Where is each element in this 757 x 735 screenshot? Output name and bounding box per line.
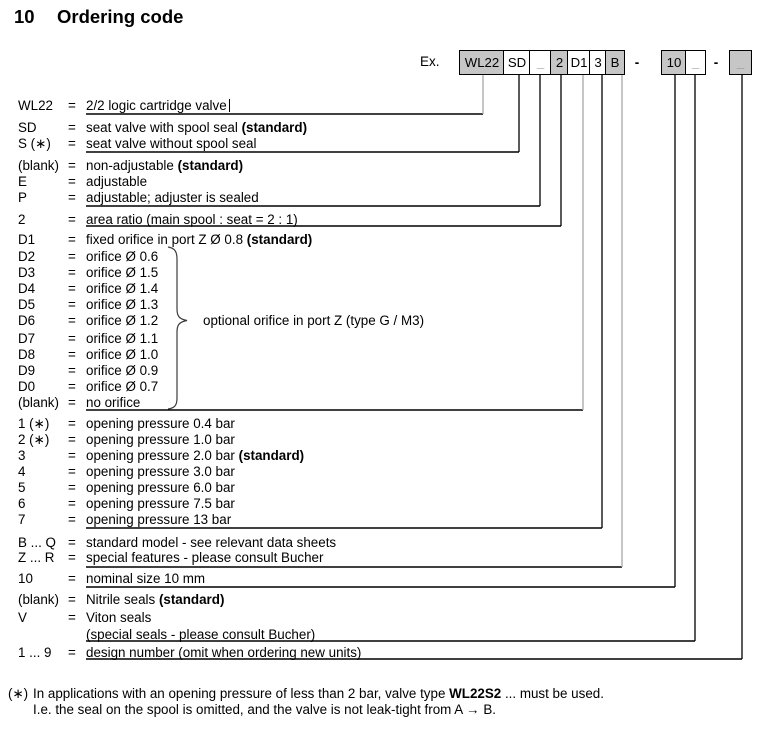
code-box-sd: SD — [503, 50, 531, 75]
example-label: Ex. — [420, 54, 440, 69]
equals-sign: = — [68, 416, 76, 431]
equals-sign: = — [68, 363, 76, 378]
row-code: D0 — [18, 379, 36, 394]
standard-flag: (standard) — [158, 592, 225, 607]
equals-sign: = — [68, 379, 76, 394]
row-description: special features - please consult Bucher — [86, 550, 324, 565]
equals-sign: = — [68, 645, 76, 660]
row-description: opening pressure 3.0 bar — [86, 464, 235, 479]
code-box-wl22: WL22 — [459, 50, 505, 75]
equals-sign: = — [68, 190, 76, 205]
row-code: D4 — [18, 281, 36, 296]
row-code: D2 — [18, 249, 36, 264]
orifice-group-brace — [168, 247, 187, 409]
section-title: Ordering code — [57, 6, 184, 27]
row-code: D9 — [18, 363, 36, 378]
row-description: adjustable — [86, 174, 148, 189]
row-code: E — [18, 174, 27, 189]
equals-sign: = — [68, 571, 76, 586]
footnote-line-2: I.e. the seal on the spool is omitted, and the valve is not leak-tight from A → B. — [33, 702, 496, 717]
equals-sign: = — [68, 313, 76, 328]
equals-sign: = — [68, 550, 76, 565]
code-box-blank: _ — [529, 50, 552, 75]
row-code: D3 — [18, 265, 36, 280]
code-box-10: 10 — [661, 50, 687, 75]
row-code: 1 (∗) — [18, 416, 50, 431]
row-description: Viton seals — [86, 610, 152, 625]
row-code: 3 — [18, 448, 26, 463]
orifice-brace-label: optional orifice in port Z (type G / M3) — [203, 313, 425, 328]
standard-flag: (standard) — [238, 448, 305, 463]
equals-sign: = — [68, 464, 76, 479]
section-number: 10 — [14, 6, 35, 27]
row-description: orifice Ø 1.0 — [86, 347, 159, 362]
equals-sign: = — [68, 265, 76, 280]
row-code: (blank) — [18, 395, 59, 410]
footnote-text — [33, 686, 733, 718]
equals-sign: = — [68, 232, 76, 247]
equals-sign: = — [68, 331, 76, 346]
row-code: P — [18, 190, 27, 205]
row-description: orifice Ø 1.1 — [86, 331, 159, 346]
row-description: opening pressure 6.0 bar — [86, 480, 235, 495]
row-code: (blank) — [18, 158, 59, 173]
row-description: opening pressure 0.4 bar — [86, 416, 235, 431]
row-description: 2/2 logic cartridge valve — [86, 98, 230, 113]
row-description: nominal size 10 mm — [86, 571, 206, 586]
row-code: 4 — [18, 464, 26, 479]
footnote-line-1: In applications with an opening pressure of less than 2 bar, valve type WL22S2 ... must be used. — [33, 686, 604, 701]
row-description: (special seals - please consult Bucher) — [86, 627, 316, 642]
equals-sign: = — [68, 480, 76, 495]
equals-sign: = — [68, 281, 76, 296]
row-description: opening pressure 7.5 bar — [86, 496, 235, 511]
row-description: design number (omit when ordering new units) — [86, 645, 362, 660]
row-description: Nitrile seals (standard) — [86, 592, 225, 607]
row-code: V — [18, 610, 27, 625]
row-description: adjustable; adjuster is sealed — [86, 190, 259, 205]
row-code: 6 — [18, 496, 26, 511]
row-description: orifice Ø 1.3 — [86, 297, 159, 312]
equals-sign: = — [68, 347, 76, 362]
row-description: orifice Ø 1.5 — [86, 265, 159, 280]
equals-sign: = — [68, 136, 76, 151]
code-box-blank: _ — [685, 50, 706, 75]
equals-sign: = — [68, 496, 76, 511]
row-description: opening pressure 13 bar — [86, 512, 232, 527]
standard-flag: (standard) — [177, 158, 244, 173]
equals-sign: = — [68, 120, 76, 135]
row-code: 1 ... 9 — [18, 645, 52, 660]
row-code: WL22 — [18, 98, 53, 113]
code-box-b: B — [605, 50, 625, 75]
code-box-3: 3 — [589, 50, 607, 75]
row-code: SD — [18, 120, 37, 135]
row-code: 10 — [18, 571, 33, 586]
row-description: fixed orifice in port Z Ø 0.8 (standard) — [86, 232, 313, 247]
row-description: orifice Ø 0.6 — [86, 249, 159, 264]
row-code: (blank) — [18, 592, 59, 607]
equals-sign: = — [68, 512, 76, 527]
row-code: D6 — [18, 313, 36, 328]
row-description: seat valve with spool seal (standard) — [86, 120, 308, 135]
equals-sign: = — [68, 174, 76, 189]
row-code: D5 — [18, 297, 36, 312]
row-code: B ... Q — [18, 535, 56, 550]
standard-flag: (standard) — [246, 232, 313, 247]
row-description: non-adjustable (standard) — [86, 158, 244, 173]
equals-sign: = — [68, 98, 76, 113]
row-code: D7 — [18, 331, 36, 346]
row-code: 2 (∗) — [18, 432, 50, 447]
row-code: D8 — [18, 347, 36, 362]
row-description: seat valve without spool seal — [86, 136, 257, 151]
row-description: no orifice — [86, 395, 141, 410]
equals-sign: = — [68, 535, 76, 550]
equals-sign: = — [68, 432, 76, 447]
row-description: orifice Ø 1.4 — [86, 281, 159, 296]
footnote-marker: (∗) — [8, 686, 29, 701]
equals-sign: = — [68, 249, 76, 264]
standard-flag: (standard) — [241, 120, 308, 135]
equals-sign: = — [68, 592, 76, 607]
code-separator-dash: - — [713, 55, 719, 70]
row-code: Z ... R — [18, 550, 55, 565]
row-description: standard model - see relevant data sheets — [86, 535, 337, 550]
row-code: 7 — [18, 512, 26, 527]
equals-sign: = — [68, 212, 76, 227]
row-code: S (∗) — [18, 136, 51, 151]
equals-sign: = — [68, 610, 76, 625]
row-code: 2 — [18, 212, 26, 227]
row-description: orifice Ø 0.7 — [86, 379, 159, 394]
row-description: orifice Ø 1.2 — [86, 313, 159, 328]
equals-sign: = — [68, 395, 76, 410]
equals-sign: = — [68, 448, 76, 463]
code-box-d1: D1 — [567, 50, 591, 75]
code-separator-dash: - — [634, 55, 640, 70]
row-code: 5 — [18, 480, 26, 495]
row-description: area ratio (main spool : seat = 2 : 1) — [86, 212, 298, 227]
row-description: orifice Ø 0.9 — [86, 363, 159, 378]
equals-sign: = — [68, 158, 76, 173]
row-description: opening pressure 1.0 bar — [86, 432, 235, 447]
code-box-blank: _ — [729, 50, 752, 75]
text-cursor — [229, 99, 230, 112]
equals-sign: = — [68, 297, 76, 312]
row-code: D1 — [18, 232, 36, 247]
row-description: opening pressure 2.0 bar (standard) — [86, 448, 305, 463]
code-box-2: 2 — [550, 50, 569, 75]
